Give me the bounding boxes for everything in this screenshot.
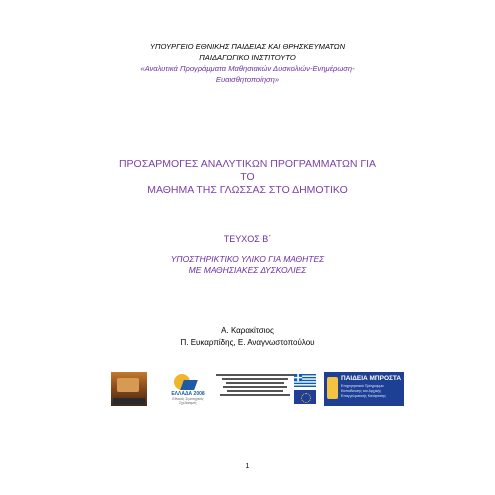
- ellada-2008-logo: [166, 372, 210, 406]
- paideia-logo-caption: Επιχειρησιακό Πρόγραμμα Εκπαίδευσης και Αρχικής Επαγγελματικής Κατάρτισης: [341, 384, 386, 398]
- paideia-emblem-icon: [327, 377, 338, 399]
- title-line3: ΜΑΘΗΜΑ ΤΗΣ ΓΛΩΣΣΑΣ ΣΤΟ ΔΗΜΟΤΙΚΟ: [147, 184, 348, 196]
- archaeological-photo-logo: [111, 372, 147, 406]
- author-line2: Π. Ευκαρπίδης, Ε. Αναγνωστοπούλου: [180, 338, 315, 347]
- program-name-line1: «Αναλυτικά Προγράμματα Μαθησιακών Δυσκολιών-Ενημέρωση-: [140, 64, 355, 73]
- subtitle-line1: ΥΠΟΣΤΗΡΙΚΤΙΚΟ ΥΛΙΚΟ ΓΙΑ ΜΑΘΗΤΕΣ: [170, 254, 325, 264]
- paideia-mprosta-logo: [324, 372, 404, 406]
- author-line1: Α. Καρακίτσιος: [221, 326, 274, 335]
- ellada-logo-caption: Εθνικός Στρατηγικός Σχεδιασμός: [172, 397, 204, 405]
- sponsor-logos-strip: [0, 372, 495, 406]
- subtitle-line2: ΜΕ ΜΑΘΗΣΙΑΚΕΣ ΔΥΣΚΟΛΙΕΣ: [188, 265, 307, 275]
- greek-flag-icon: [294, 374, 316, 387]
- title-line1: ΠΡΟΣΑΡΜΟΓΕΣ ΑΝΑΛΥΤΙΚΩΝ ΠΡΟΓΡΑΜΜΑΤΩΝ ΓΙΑ: [118, 158, 377, 170]
- page-number: 1: [245, 463, 250, 470]
- volume-label: ΤΕΥΧΟΣ Β΄: [223, 234, 272, 244]
- authors-block: [0, 325, 495, 349]
- program-name-line2: Ευαισθητοποίηση»: [215, 75, 280, 84]
- header-block: [0, 41, 495, 85]
- eu-flag-icon: [294, 390, 316, 404]
- paideia-logo-title: ΠΑΙΔΕΙΑ ΜΠΡΟΣΤΑ: [341, 375, 402, 382]
- document-subtitle: [0, 254, 495, 276]
- institute-name: ΠΑΙΔΑΓΩΓΙΚΟ ΙΝΣΤΙΤΟΥΤΟ: [199, 53, 296, 62]
- document-title: [0, 158, 495, 197]
- ministry-text-logo: [216, 372, 296, 406]
- ellada-logo-text: ΕΛΛΑΔΑ 2008: [171, 391, 205, 397]
- program-name: [113, 63, 383, 85]
- ministry-name: ΥΠΟΥΡΓΕΙΟ ΕΘΝΙΚΗΣ ΠΑΙΔΕΙΑΣ ΚΑΙ ΘΡΗΣΚΕΥΜΑΤΩΝ: [149, 42, 346, 51]
- title-line2: ΤΟ: [240, 171, 255, 183]
